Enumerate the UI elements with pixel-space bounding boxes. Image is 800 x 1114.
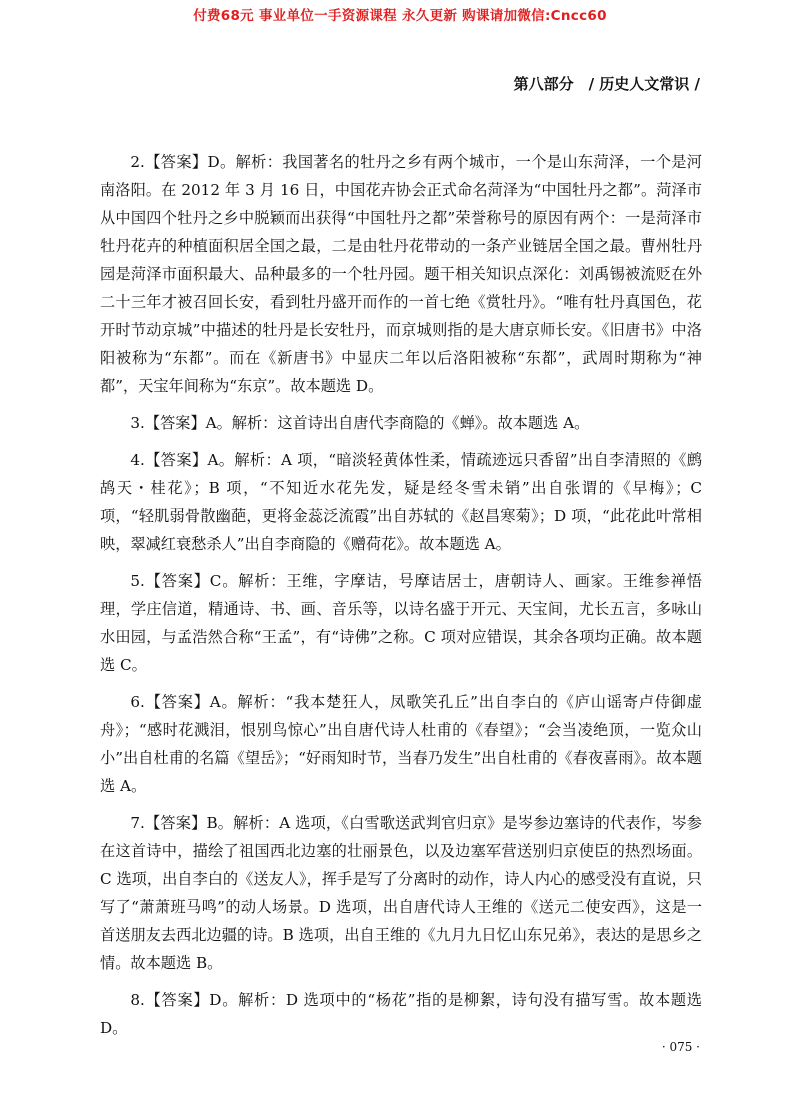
answer-7: 7.【答案】B。解析：A 选项，《白雪歌送武判官归京》是岑参边塞诗的代表作，岑参在这首诗中，描绘了祖国西北边塞的壮丽景色，以及边塞军营送别归京使臣的热烈场面。C 选项，出自李白的《送友人》，挥手是写了分离时的动作，诗人内心的感受没有直说，只写了“萧萧班马鸣”的动人场景。D 选项，出自唐代诗人王维的《送元二使安西》，这是一首送朋友去西北边疆的诗。B 选项，出自王维的《九月九日忆山东兄弟》，表达的是思乡之情。故本题选 B。 — [100, 814, 702, 972]
answer-list — [100, 148, 702, 1051]
answer-3: 3.【答案】A。解析：这首诗出自唐代李商隐的《蝉》。故本题选 A。 — [130, 414, 590, 432]
section-header: 第八部分 / 历史人文常识 / — [513, 75, 700, 93]
page-number: · 075 · — [661, 1040, 700, 1054]
answer-2: 2.【答案】D。解析：我国著名的牡丹之乡有两个城市，一个是山东菏泽，一个是河南洛阳。在 2012 年 3 月 16 日，中国花卉协会正式命名菏泽为“中国牡丹之都”。菏泽市从中国四个牡丹之乡中脱颖而出获得“中国牡丹之都”荣誉称号的原因有两个：一是菏泽市牡丹花卉的种植面积居全国之最，二是由牡丹花带动的一条产业链居全国之最。曹州牡丹园是菏泽市面积最大、品种最多的一个牡丹园。题干相关知识点深化：刘禹锡被流贬在外二十三年才被召回长安，看到牡丹盛开而作的一首七绝《赏牡丹》。“唯有牡丹真国色，花开时节动京城”中描述的牡丹是长安牡丹，而京城则指的是大唐京师长安。《旧唐书》中洛阳被称为“东都”。而在《新唐书》中显庆二年以后洛阳被称“东都”，武周时期称为“神都”，天宝年间称为“东京”。故本题选 D。 — [100, 153, 702, 395]
answer-4: 4.【答案】A。解析：A 项，“暗淡轻黄体性柔，情疏迹远只香留”出自李清照的《鹧鸪天・桂花》；B 项，“不知近水花先发，疑是经冬雪未销”出自张谓的《早梅》；C 项，“轻肌弱骨散幽葩，更将金蕊泛流霞”出自苏轼的《赵昌寒菊》；D 项，“此花此叶常相映，翠减红衰愁杀人”出自李商隐的《赠荷花》。故本题选 A。 — [100, 451, 702, 553]
answer-8: 8.【答案】D。解析：D 选项中的“杨花”指的是柳絮，诗句没有描写雪。故本题选 D。 — [100, 991, 702, 1037]
watermark-banner: 付费68元 事业单位一手资源课程 永久更新 购课请加微信:Cncc60 — [193, 8, 607, 24]
answer-5: 5.【答案】C。解析：王维，字摩诘，号摩诘居士，唐朝诗人、画家。王维参禅悟理，学庄信道，精通诗、书、画、音乐等，以诗名盛于开元、天宝间，尤长五言，多咏山水田园，与孟浩然合称“王孟”，有“诗佛”之称。C 项对应错误，其余各项均正确。故本题选 C。 — [100, 572, 702, 674]
answer-6: 6.【答案】A。解析：“我本楚狂人，凤歌笑孔丘”出自李白的《庐山谣寄卢侍御虚舟》；“感时花溅泪，恨别鸟惊心”出自唐代诗人杜甫的《春望》；“会当凌绝顶，一览众山小”出自杜甫的名篇《望岳》；“好雨知时节，当春乃发生”出自杜甫的《春夜喜雨》。故本题选 A。 — [100, 693, 702, 795]
